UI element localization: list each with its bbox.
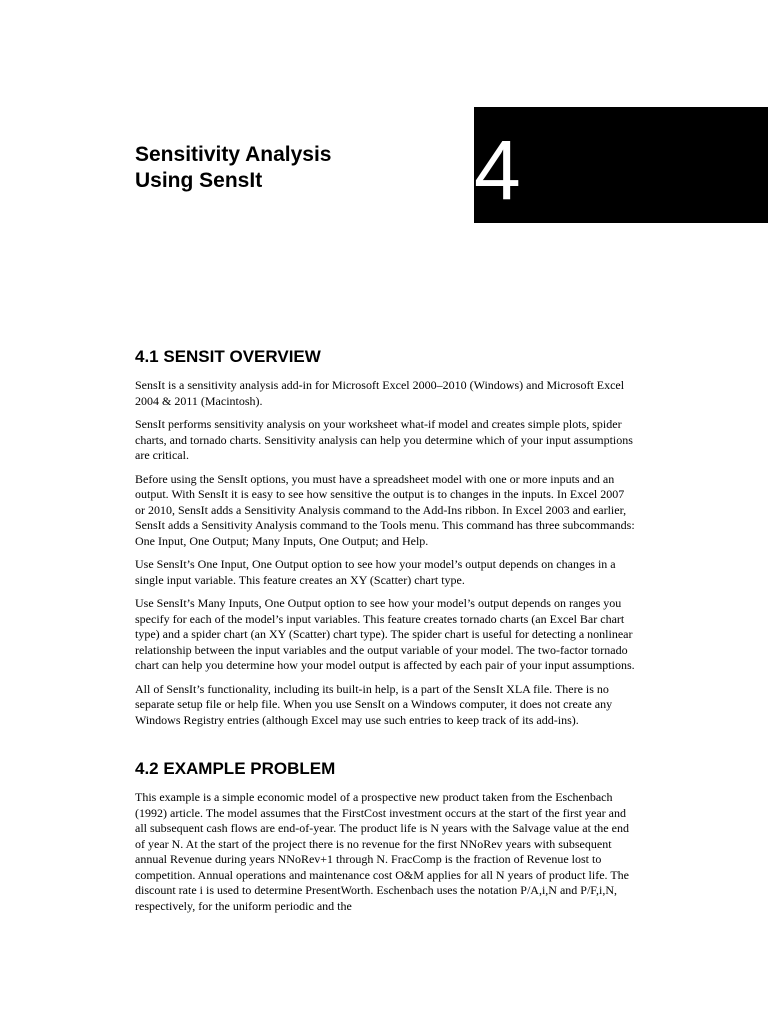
section-heading-example: 4.2 EXAMPLE PROBLEM bbox=[135, 759, 336, 778]
paragraph: All of SensIt’s functionality, including its built-in help, is a part of the SensIt XLA file. There is no separate setup file or help file. When you use SensIt on a Windows computer, it does not create any Windows Registry entries (although Excel may use such entries to keep track of its add-ins). bbox=[135, 681, 613, 727]
paragraph: SensIt is a sensitivity analysis add-in for Microsoft Excel 2000–2010 (Windows) and Microsoft Excel 2004 & 2011 (Macintosh). bbox=[135, 378, 625, 408]
paragraph: Before using the SensIt options, you must have a spreadsheet model with one or more inputs and an output. With SensIt it is easy to see how sensitive the output is to changes in the inputs. In Excel 2007 or 2010, SensIt adds a Sensitivity Analysis command to the Add-Ins ribbon. In Excel 2003 and earlier, SensIt adds a Sensitivity Analysis command to the Tools menu. This command has three subcommands: One Input, One Output; Many Inputs, One Output; and Help. bbox=[135, 471, 635, 548]
chapter-title-line-1: Sensitivity Analysis bbox=[135, 143, 332, 166]
section-heading-overview: 4.1 SENSIT OVERVIEW bbox=[135, 347, 321, 366]
paragraph: Use SensIt’s Many Inputs, One Output option to see how your model’s output depends on ranges you specify for each of the model’s input variables. This feature creates tornado charts (an Excel Bar chart type) and a spider chart (an XY (Scatter) chart type). The spider chart is useful for detecting a nonlinear relationship between the input variables and the output variable of your model. The two-factor tornado chart can help you determine how your model output is affected by each pair of your input assumptions. bbox=[135, 596, 635, 672]
paragraph: Use SensIt’s One Input, One Output option to see how your model’s output depends on changes in a single input variable. This feature creates an XY (Scatter) chart type. bbox=[135, 557, 616, 587]
chapter-number: 4 bbox=[474, 123, 521, 217]
chapter-title bbox=[135, 142, 331, 194]
paragraph: SensIt performs sensitivity analysis on your worksheet what-if model and creates simple plots, spider charts, and tornado charts. Sensitivity analysis can help you determine which of your input assumptions are critical. bbox=[135, 417, 633, 462]
paragraph: This example is a simple economic model of a prospective new product taken from the Eschenbach (1992) article. The model assumes that the FirstCost investment occurs at the start of the first year and all subsequent cash flows are end-of-year. The product life is N years with the Salvage value at the end of year N. At the start of the project there is no revenue for the first NNoRev years with subsequent annual Revenue during years NNoRev+1 through N. FracComp is the fraction of Revenue lost to competition. Annual operations and maintenance cost O&M applies for all N years of product life. The discount rate i is used to determine PresentWorth. Eschenbach uses the notation P/A,i,N and P/F,i,N, respectively, for the uniform periodic and the bbox=[135, 790, 629, 913]
page-content bbox=[135, 346, 635, 922]
chapter-title-line-2: Using SensIt bbox=[135, 169, 263, 192]
